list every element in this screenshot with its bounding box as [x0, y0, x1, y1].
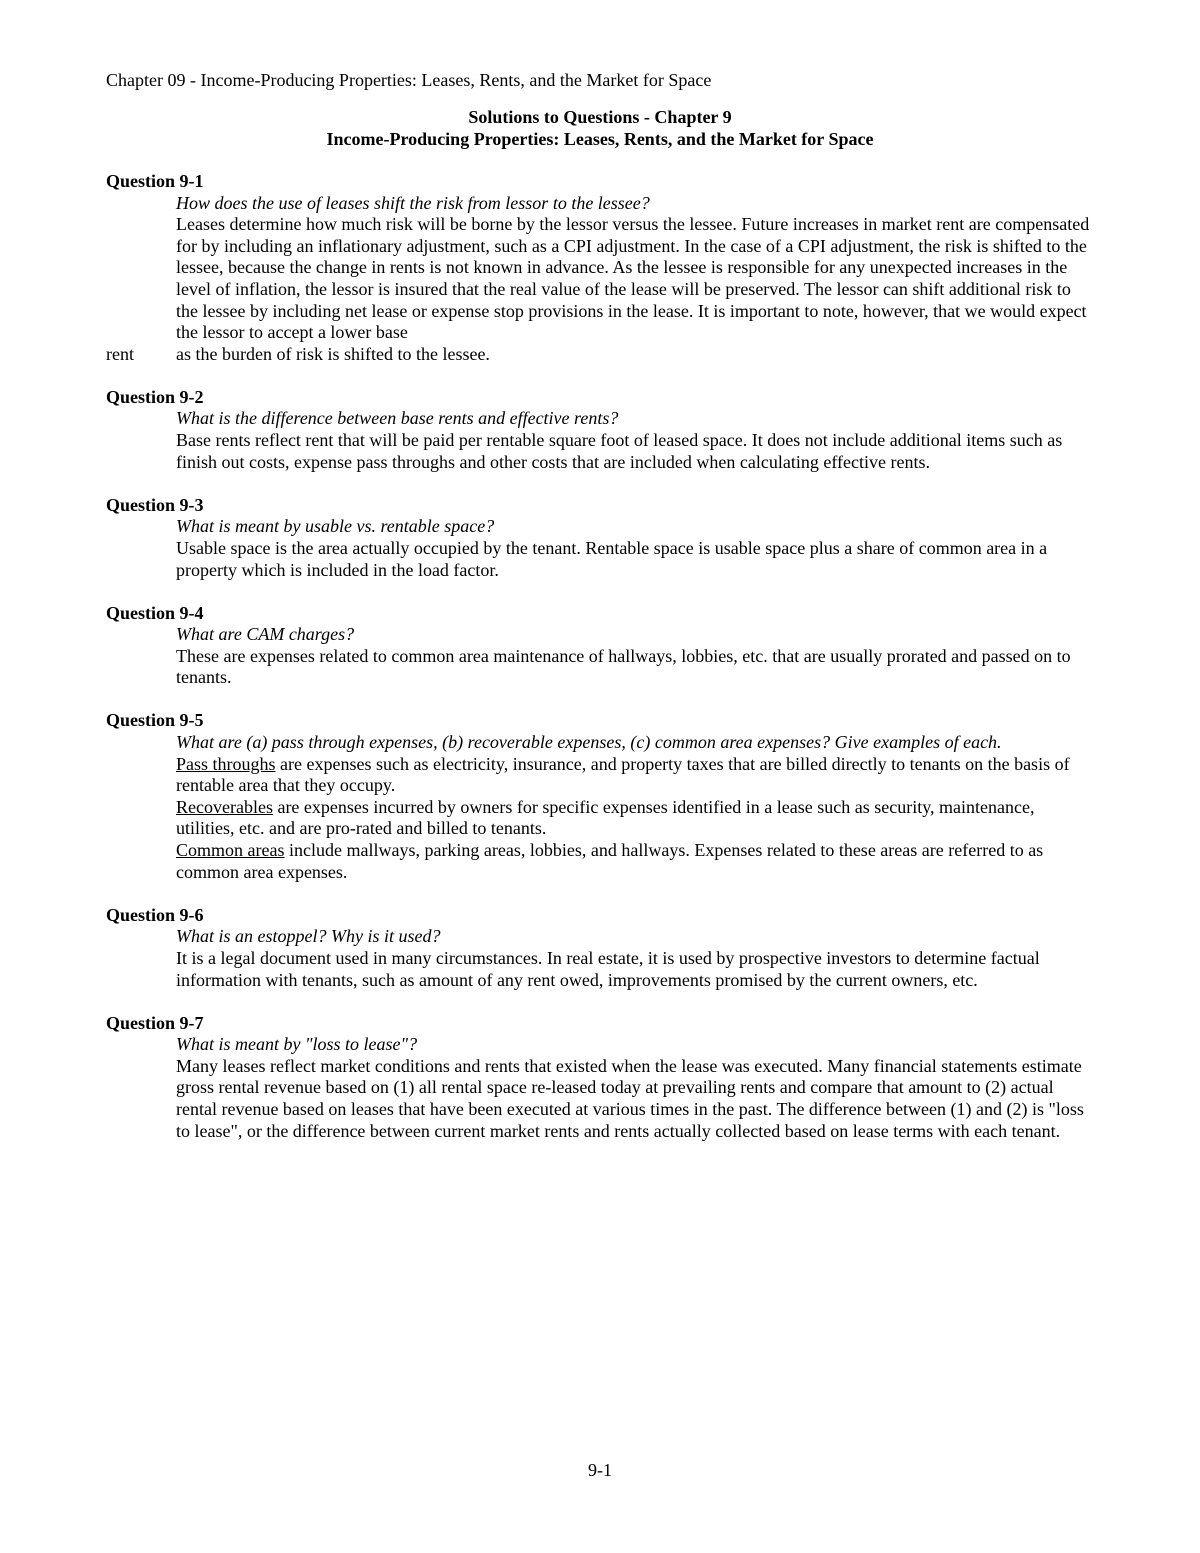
question-heading: Question 9-3 [106, 494, 204, 515]
question-prompt: What is the difference between base rents and effective rents? [176, 408, 619, 429]
question-heading: Question 9-4 [106, 602, 204, 623]
page-number: 9-1 [588, 1460, 612, 1480]
term-common-areas: Common areas [176, 840, 285, 861]
answer-pass-throughs [176, 754, 1096, 797]
question-heading: Question 9-7 [106, 1012, 204, 1033]
term-definition: include mallways, parking areas, lobbies, and hallways. Expenses related to these areas are referred to as common area expenses. [176, 840, 1044, 882]
question-answer [106, 754, 1096, 884]
answer-last-line [106, 343, 1096, 366]
question-9-2 [106, 387, 1096, 473]
answer-text: Leases determine how much risk will be borne by the lessor versus the lessee. Future increases in market rent are compensated for by including an inflationary adjustment, such as a CPI adjustment. In the case of a CPI adjustment, the risk is shifted to the lessee, because the change in rents is not known in advance. As the lessee is responsible for any unexpected increases in the level of inflation, the lessor is insured that the real value of the lease will be preserved. The lessor can shift additional risk to the lessee by including net lease or expense stop provisions in the lease. It is important to note, however, that we would expect the lessor to accept a lower base [176, 214, 1090, 343]
title-line-1: Solutions to Questions - Chapter 9 [468, 107, 732, 127]
answer-common-areas [176, 840, 1096, 883]
question-9-5 [106, 710, 1096, 883]
question-prompt: How does the use of leases shift the risk from lessor to the lessee? [176, 192, 650, 213]
question-heading: Question 9-6 [106, 904, 204, 925]
question-9-4 [106, 603, 1096, 689]
question-9-3 [106, 495, 1096, 581]
question-prompt: What is an estoppel? Why is it used? [176, 926, 441, 947]
answer-tail: as the burden of risk is shifted to the lessee. [176, 343, 490, 364]
answer-recoverables [176, 797, 1096, 840]
title-line-2: Income-Producing Properties: Leases, Rents, and the Market for Space [326, 129, 874, 149]
term-pass-throughs: Pass throughs [176, 753, 276, 774]
term-definition: are expenses such as electricity, insurance, and property taxes that are billed directly to tenants on the basis of rentable area that they occupy. [176, 753, 1070, 796]
question-answer: Base rents reflect rent that will be paid per rentable square foot of leased space. It does not include additional items such as finish out costs, expense pass throughs and other costs that are included when calculating effective rents. [176, 430, 1063, 472]
question-prompt: What are CAM charges? [176, 624, 355, 645]
question-answer: It is a legal document used in many circumstances. In real estate, it is used by prospective investors to determine factual information with tenants, such as amount of any rent owed, improvements promised by the current owners, etc. [176, 947, 1040, 990]
question-answer: Usable space is the area actually occupied by the tenant. Rentable space is usable space plus a share of common area in a property which is included in the load factor. [176, 537, 1048, 580]
questions-list [106, 171, 1096, 1164]
question-heading: Question 9-1 [106, 171, 204, 191]
question-answer [106, 214, 1096, 365]
question-prompt: What is meant by "loss to lease"? [176, 1034, 418, 1055]
question-9-6 [106, 905, 1096, 991]
term-recoverables: Recoverables [176, 796, 273, 817]
question-heading: Question 9-5 [106, 710, 204, 731]
term-definition: are expenses incurred by owners for specific expenses identified in a lease such as security, maintenance, utilities, etc. and are pro-rated and billed to tenants. [176, 796, 1035, 839]
question-answer: These are expenses related to common area maintenance of hallways, lobbies, etc. that are usually prorated and passed on to tenants. [176, 645, 1071, 688]
question-answer: Many leases reflect market conditions and rents that existed when the lease was executed. Many financial statements estimate gross rental revenue based on (1) all rental space re-leased today at prevailing rents and compare that amount to (2) actual rental revenue based on leases that have been executed at various times in the past. The difference between (1) and (2) is "loss to lease", or the difference between current market rents and rents actually collected based on lease terms with each tenant. [176, 1055, 1084, 1141]
answer-margin-word: rent [106, 343, 134, 364]
question-9-1 [106, 171, 1096, 365]
title-block [0, 106, 1200, 150]
question-prompt: What are (a) pass through expenses, (b) recoverable expenses, (c) common area expenses? Give examples of each. [176, 732, 1002, 753]
question-prompt: What is meant by usable vs. rentable space? [176, 516, 495, 537]
question-heading: Question 9-2 [106, 386, 204, 407]
question-9-7 [106, 1013, 1096, 1143]
running-header: Chapter 09 - Income-Producing Properties: Leases, Rents, and the Market for Space [106, 70, 712, 90]
